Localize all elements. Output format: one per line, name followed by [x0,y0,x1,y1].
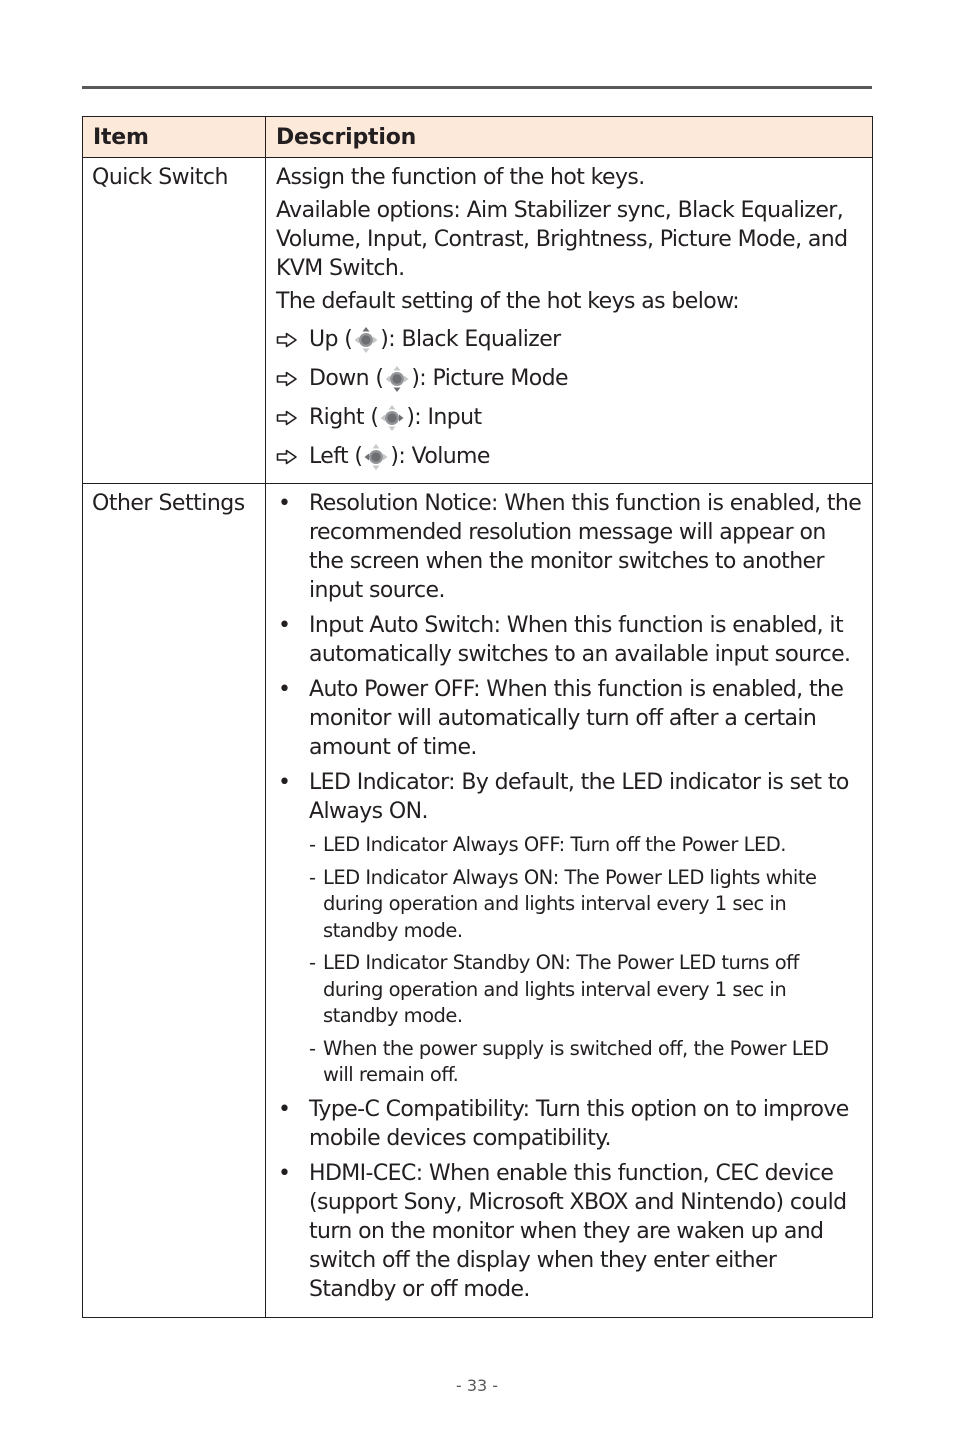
hollow-right-arrow-icon [276,449,309,465]
led-sub-text: LED Indicator Always ON: The Power LED lights white during operation and lights interval every 1 sec in standby mode. [323,865,817,942]
bullet-list [276,489,864,1304]
bullet-text: LED Indicator: By default, the LED indicator is set to Always ON. [309,770,849,824]
bullet-icon: • [278,491,291,516]
bullet-text: HDMI-CEC: When enable this function, CEC device (support Sony, Microsoft XBOX and Nintendo) could turn on the monitor when they are waken up and switch off the display when they enter either Standby or off mode. [309,1160,847,1302]
hotkey-key: Up [309,326,338,352]
hotkey-value: Volume [411,443,490,469]
bullet-text: Resolution Notice: When this function is enabled, the recommended resolution message will appear on the screen when the monitor switches to another input source. [309,491,862,603]
hotkey-text [309,403,482,433]
bullet-item [276,489,864,605]
led-sub-item [309,865,864,945]
table-row [83,158,873,484]
bullet-icon: • [278,1160,291,1186]
hotkey-text [309,325,561,355]
quick-switch-para: The default setting of the hot keys as below: [276,289,740,314]
dash-icon: - [309,865,316,889]
hotkey-key: Right [309,404,364,430]
led-sub-item [309,1036,864,1089]
dash-icon: - [309,833,316,856]
hotkey-text [309,442,490,472]
top-rule [82,86,872,89]
open-paren: ( [363,404,379,430]
bullet-icon: • [278,613,291,638]
hotkey-value: Input [427,404,482,430]
bullet-item [276,1095,864,1153]
hollow-right-arrow-icon [276,410,309,426]
close-paren-colon: ): [380,326,402,352]
dash-icon: - [309,1036,316,1060]
led-sub-text: LED Indicator Standby ON: The Power LED turns off during operation and lights interval every 1 sec in standby mode. [323,951,799,1027]
hotkey-key: Down [309,365,369,391]
quick-switch-para: Assign the function of the hot keys. [276,165,645,190]
bullet-text: Type-C Compatibility: Turn this option on to improve mobile devices compatibility. [309,1096,849,1151]
header-description: Description [266,117,873,158]
bullet-item [276,768,864,826]
led-sub-text: LED Indicator Always OFF: Turn off the Power LED. [323,833,787,856]
hotkey-text [309,364,568,394]
hotkey-value: Picture Mode [432,365,568,391]
joystick-up-icon [353,325,379,355]
bullet-text: Auto Power OFF: When this function is enabled, the monitor will automatically turn off after a certain amount of time. [309,677,844,760]
hollow-right-arrow-icon [276,332,309,348]
hotkey-item [276,359,864,398]
open-paren: ( [337,326,353,352]
settings-table [82,116,873,1318]
bullet-item [276,611,864,669]
header-item: Item [83,117,266,158]
open-paren: ( [348,443,363,469]
hotkey-item [276,437,864,476]
joystick-right-icon [379,403,405,433]
close-paren-colon: ): [411,365,433,391]
bullet-item [276,1159,864,1304]
hotkey-value: Black Equalizer [401,326,561,352]
quick-switch-para: Available options: Aim Stabilizer sync, Black Equalizer, Volume, Input, Contrast, Brightness, Picture Mode, and KVM Switch. [276,198,848,281]
led-sub-item [309,832,864,859]
table-row [83,484,873,1318]
bullet-icon: • [278,770,291,795]
hotkey-list [276,320,864,476]
bullet-icon: • [278,1096,291,1122]
led-sub-text: When the power supply is switched off, the Power LED will remain off. [323,1036,829,1086]
open-paren: ( [368,365,384,391]
hollow-right-arrow-icon [276,371,309,387]
led-sub-item [309,950,864,1030]
close-paren-colon: ): [406,404,428,430]
description-other-settings [266,484,873,1318]
bullet-icon: • [278,677,291,702]
bullet-item [276,675,864,762]
dash-icon: - [309,951,316,974]
page-number: - 33 - [455,1376,499,1395]
hotkey-key: Left [309,443,348,469]
joystick-left-icon [363,442,389,472]
hotkey-item [276,320,864,359]
description-quick-switch [266,158,873,484]
bullet-text: Input Auto Switch: When this function is enabled, it automatically switches to an available input source. [309,613,851,667]
joystick-down-icon [384,364,410,394]
table-header-row [83,117,873,158]
item-quick-switch: Quick Switch [83,158,266,484]
hotkey-item [276,398,864,437]
item-other-settings: Other Settings [83,484,266,1318]
close-paren-colon: ): [390,443,412,469]
